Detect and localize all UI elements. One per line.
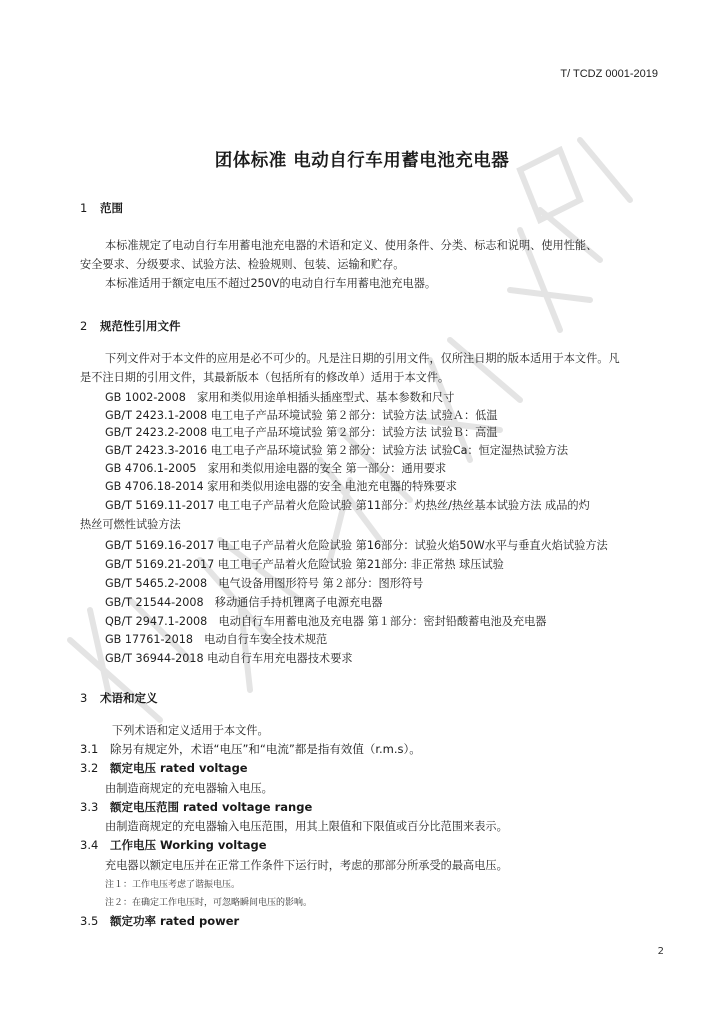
reference-item-continued: 热丝可燃性试验方法 bbox=[80, 518, 181, 531]
term-3-2 bbox=[80, 760, 248, 776]
term-name: 额定电压 rated voltage bbox=[110, 761, 248, 775]
paragraph-line: 是不注日期的引用文件，其最新版本（包括所有的修改单）适用于本文件。 bbox=[80, 371, 450, 384]
paragraph-line: 本标准规定了电动自行车用蓄电池充电器的术语和定义、使用条件、分类、标志和说明、使用性能、 bbox=[105, 239, 598, 252]
reference-item: QB/T 2947.1-2008 电动自行车用蓄电池及充电器 第１部分：密封铅酸蓄电池及充电器 bbox=[105, 615, 547, 628]
section-heading-2 bbox=[80, 318, 181, 334]
paragraph-line: 安全要求、分级要求、试验方法、检验规则、包装、运输和贮存。 bbox=[80, 258, 405, 271]
term-definition: 充电器以额定电压并在正常工作条件下运行时，考虑的那部分所承受的最高电压。 bbox=[105, 859, 508, 872]
page-number: 2 bbox=[657, 946, 664, 957]
term-number: 3.4 bbox=[80, 838, 99, 852]
reference-item: GB/T 5169.16-2017 电工电子产品着火危险试验 第16部分：试验火焰50W水平与垂直火焰试验方法 bbox=[105, 539, 608, 552]
term-3-5 bbox=[80, 913, 239, 929]
document-title: 团体标准 电动自行车用蓄电池充电器 bbox=[214, 151, 510, 171]
paragraph-line: 下列文件对于本文件的应用是必不可少的。凡是注日期的引用文件，仅所注日期的版本适用于本文件。凡 bbox=[105, 352, 620, 365]
term-name: 工作电压 Working voltage bbox=[110, 838, 267, 852]
reference-item: GB/T 21544-2008 移动通信手持机锂离子电源充电器 bbox=[105, 596, 383, 609]
reference-item: GB 1002-2008 家用和类似用途单相插头插座型式、基本参数和尺寸 bbox=[105, 391, 455, 404]
section-heading-3 bbox=[80, 690, 158, 706]
reference-item: GB 4706.18-2014 家用和类似用途电器的安全 电池充电器的特殊要求 bbox=[105, 480, 457, 493]
section-number: 1 bbox=[80, 201, 88, 215]
term-3-1 bbox=[80, 741, 421, 757]
term-definition: 由制造商规定的充电器输入电压。 bbox=[105, 782, 273, 795]
term-3-4 bbox=[80, 837, 267, 853]
term-text: 除另有规定外，术语“电压”和“电流”都是指有效值（r.m.s）。 bbox=[110, 742, 421, 756]
term-number: 3.3 bbox=[80, 800, 99, 814]
term-note: 注１：工作电压考虑了谐振电压。 bbox=[105, 880, 241, 890]
reference-item: GB 17761-2018 电动自行车安全技术规范 bbox=[105, 633, 328, 646]
standard-code: T/ TCDZ 0001-2019 bbox=[560, 68, 658, 80]
section-intro: 下列术语和定义适用于本文件。 bbox=[112, 724, 269, 737]
reference-item: GB/T 5465.2-2008 电气设备用图形符号 第２部分：图形符号 bbox=[105, 577, 424, 590]
term-number: 3.1 bbox=[80, 742, 99, 756]
section-heading-1 bbox=[80, 200, 123, 216]
paragraph-line: 本标准适用于额定电压不超过250V的电动自行车用蓄电池充电器。 bbox=[105, 277, 437, 290]
reference-item: GB/T 2423.1-2008 电工电子产品环境试验 第２部分：试验方法 试验Ａ：低温 bbox=[105, 409, 498, 422]
section-number: 3 bbox=[80, 691, 88, 705]
term-name: 额定功率 rated power bbox=[110, 914, 240, 928]
reference-item: GB/T 5169.11-2017 电工电子产品着火危险试验 第11部分：灼热丝/热丝基本试验方法 成品的灼 bbox=[105, 499, 590, 512]
term-number: 3.2 bbox=[80, 761, 99, 775]
term-name: 额定电压范围 rated voltage range bbox=[110, 800, 313, 814]
term-definition: 由制造商规定的充电器输入电压范围，用其上限值和下限值或百分比范围来表示。 bbox=[105, 820, 508, 833]
reference-item: GB/T 2423.2-2008 电工电子产品环境试验 第２部分：试验方法 试验Ｂ：高温 bbox=[105, 426, 498, 439]
reference-item: GB/T 36944-2018 电动自行车用充电器技术要求 bbox=[105, 652, 353, 665]
term-number: 3.5 bbox=[80, 914, 99, 928]
reference-item: GB/T 2423.3-2016 电工电子产品环境试验 第２部分：试验方法 试验Ca：恒定湿热试验方法 bbox=[105, 444, 569, 457]
reference-item: GB 4706.1-2005 家用和类似用途电器的安全 第一部分：通用要求 bbox=[105, 462, 447, 475]
section-title: 范围 bbox=[100, 201, 123, 215]
section-title: 规范性引用文件 bbox=[100, 319, 181, 333]
term-3-3 bbox=[80, 799, 312, 815]
term-note: 注２：在确定工作电压时，可忽略瞬间电压的影响。 bbox=[105, 898, 313, 908]
reference-item: GB/T 5169.21-2017 电工电子产品着火危险试验 第21部分: 非正常热 球压试验 bbox=[105, 558, 504, 571]
section-title: 术语和定义 bbox=[100, 691, 158, 705]
section-number: 2 bbox=[80, 319, 88, 333]
